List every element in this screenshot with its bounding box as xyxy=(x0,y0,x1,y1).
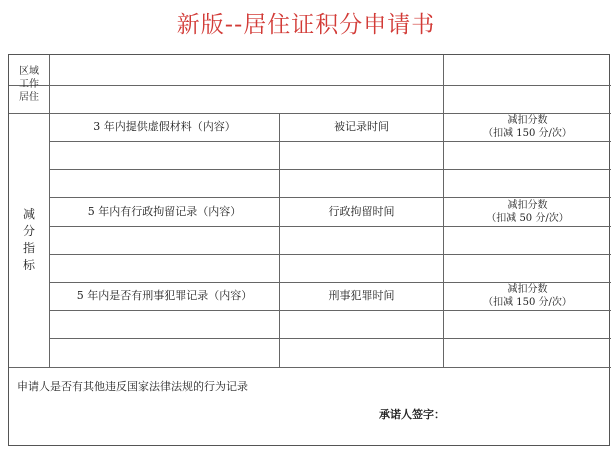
points-label: 减扣分数 xyxy=(507,199,548,211)
deduction-label xyxy=(9,113,49,367)
points-rate: （扣减 150 分/次） xyxy=(483,297,572,308)
region-label xyxy=(9,55,49,113)
section-record-header: 被记录时间 xyxy=(334,120,389,133)
row-divider xyxy=(49,310,611,311)
column-divider xyxy=(443,55,444,113)
points-label: 减扣分数 xyxy=(507,115,548,126)
section-points-header xyxy=(444,282,611,310)
section-item-header: 3 年内提供虚假材料（内容） xyxy=(93,120,236,133)
other-violations-question: 申请人是否有其他违反国家法律法规的行为记录 xyxy=(17,380,248,393)
region-label-line: 居住 xyxy=(19,91,39,103)
column-divider xyxy=(279,113,280,367)
row-divider xyxy=(9,85,611,86)
column-divider xyxy=(443,113,444,367)
deduction-label-char: 指 xyxy=(22,241,35,255)
signature-label: 承诺人签字： xyxy=(379,408,445,421)
section-points-header xyxy=(444,113,611,141)
section-record-header: 刑事犯罪时间 xyxy=(328,289,395,302)
deduction-label-char: 分 xyxy=(22,224,35,238)
deduction-label-char: 标 xyxy=(22,258,35,272)
section-record-header: 行政拘留时间 xyxy=(328,204,395,218)
section-item-header: 5 年内有行政拘留记录（内容） xyxy=(87,204,242,218)
points-label: 减扣分数 xyxy=(507,284,548,295)
section-divider xyxy=(9,367,611,368)
form-title: 新版--居住证积分申请书 xyxy=(176,12,436,38)
row-divider xyxy=(49,254,611,255)
row-divider xyxy=(49,338,611,339)
application-form xyxy=(8,54,610,446)
section-points-header xyxy=(444,197,611,226)
row-divider xyxy=(49,226,611,227)
region-label-line: 工作 xyxy=(19,78,39,90)
region-label-line: 区域 xyxy=(19,65,39,77)
row-divider xyxy=(49,169,611,170)
section-item-header: 5 年内是否有刑事犯罪记录（内容） xyxy=(76,289,253,302)
points-rate: （扣减 50 分/次） xyxy=(486,212,569,224)
points-rate: （扣减 150 分/次） xyxy=(483,128,572,139)
row-divider xyxy=(49,141,611,142)
deduction-label-char: 减 xyxy=(22,207,35,221)
